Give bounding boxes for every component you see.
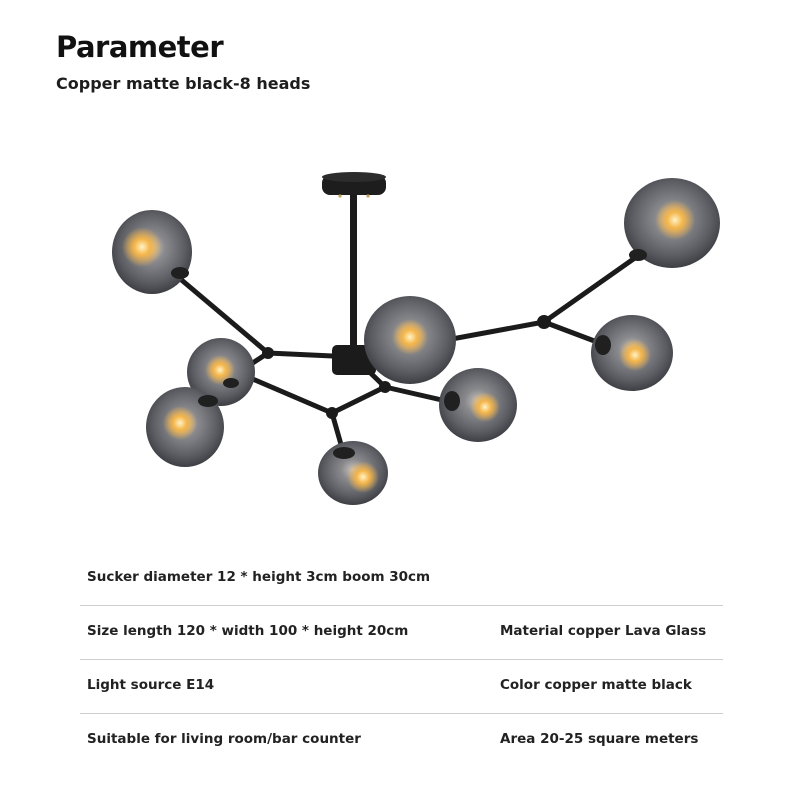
spec-row bbox=[80, 606, 723, 660]
chandelier-illustration bbox=[100, 165, 730, 515]
spec-row bbox=[80, 714, 723, 767]
chandelier-image bbox=[100, 165, 730, 515]
spec-row bbox=[80, 552, 723, 606]
specifications-table bbox=[80, 552, 723, 767]
page-title: Parameter bbox=[56, 30, 224, 64]
spec-usage: Suitable for living room/bar counter bbox=[87, 731, 361, 747]
spec-size: Size length 120 * width 100 * height 20cm bbox=[87, 623, 409, 639]
globe-1 bbox=[112, 210, 192, 294]
product-variant-subtitle: Copper matte black-8 heads bbox=[56, 74, 311, 93]
spec-material: Material copper Lava Glass bbox=[500, 623, 707, 639]
spec-row bbox=[80, 660, 723, 714]
spec-light-source: Light source E14 bbox=[87, 677, 215, 693]
glass-globes bbox=[112, 178, 720, 505]
spec-color: Color copper matte black bbox=[500, 677, 692, 693]
globe-5 bbox=[364, 296, 456, 384]
spec-mount-dimensions: Sucker diameter 12 * height 3cm boom 30cm bbox=[87, 569, 431, 585]
spec-area: Area 20-25 square meters bbox=[500, 731, 699, 747]
